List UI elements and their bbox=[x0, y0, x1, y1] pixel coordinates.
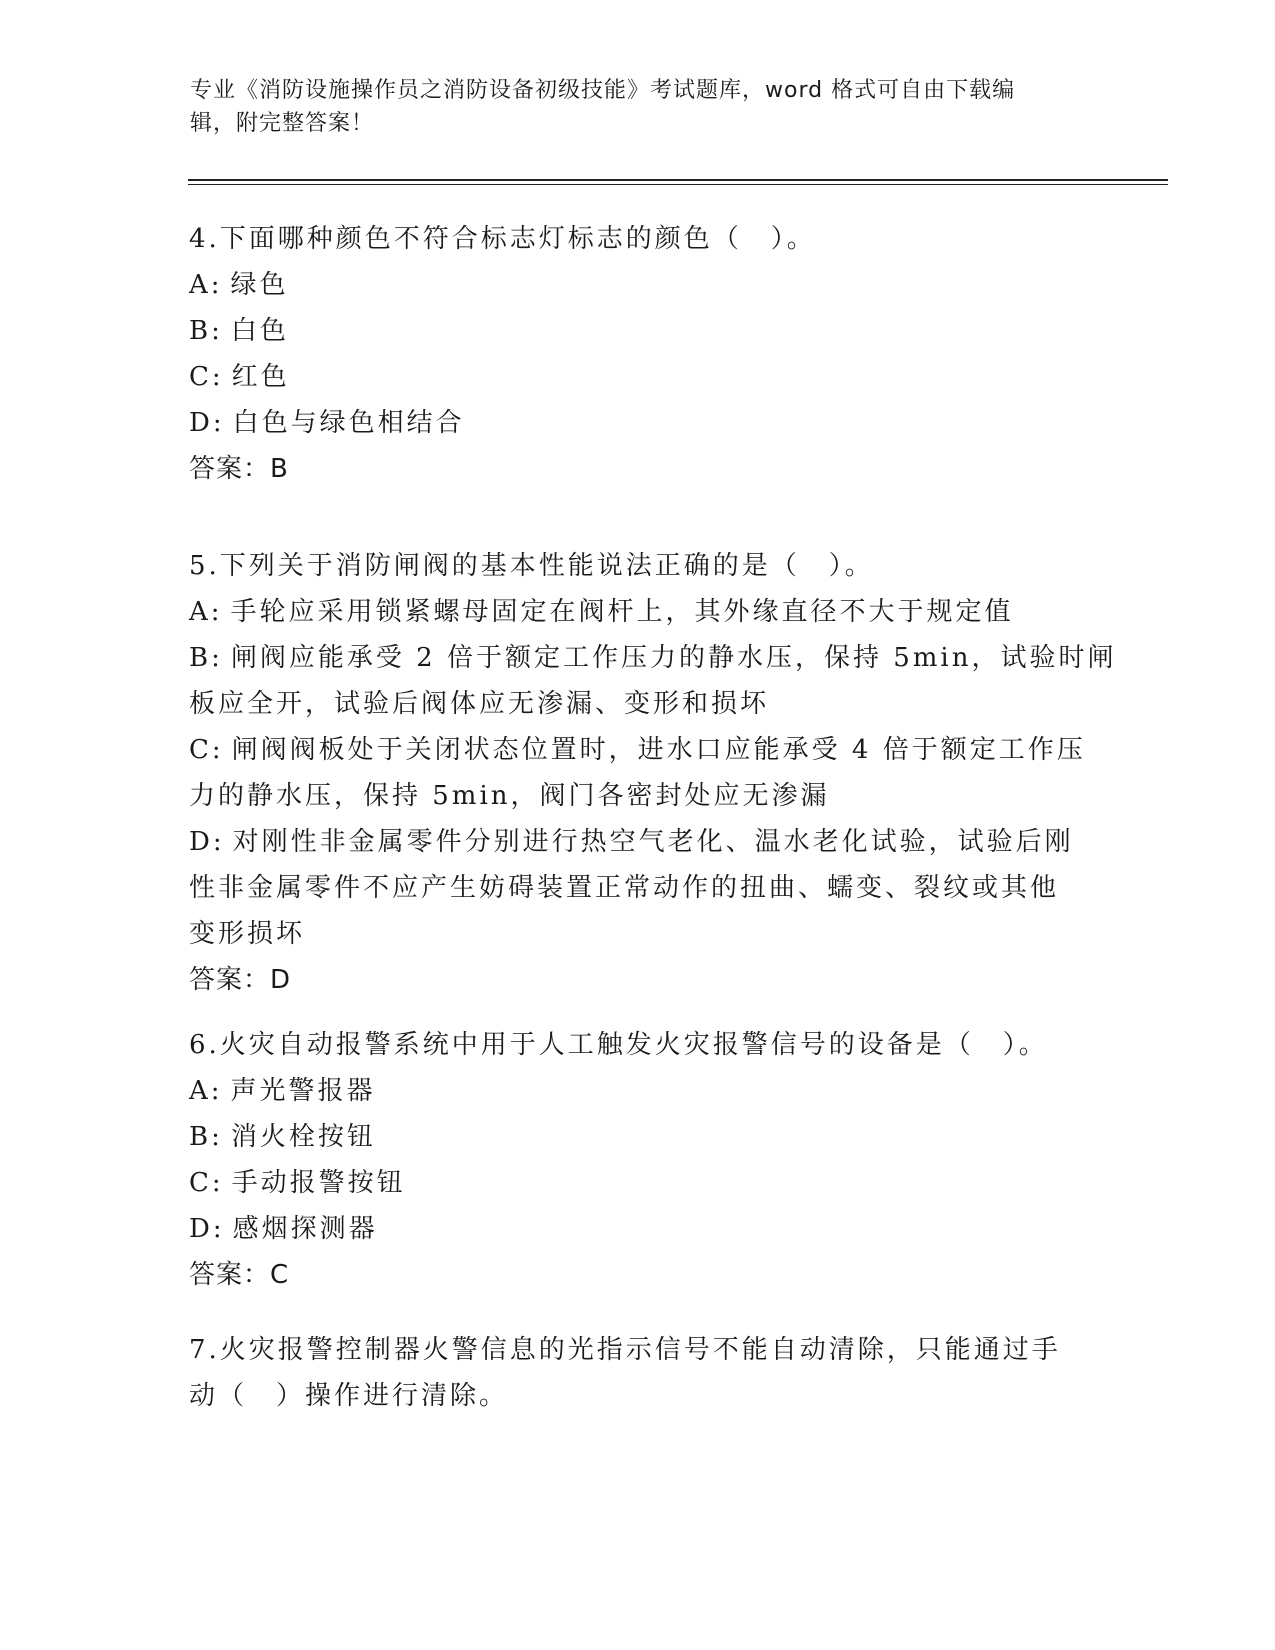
question-stem: 5.下列关于消防闸阀的基本性能说法正确的是（ ）。 bbox=[189, 551, 874, 581]
option-label: D: bbox=[189, 408, 225, 438]
option-label: D: bbox=[189, 1214, 225, 1244]
header-divider-thick bbox=[188, 179, 1168, 181]
option-d bbox=[189, 1206, 1089, 1252]
question-7 bbox=[189, 1327, 1089, 1419]
option-c bbox=[189, 1160, 1089, 1206]
option-text: 对刚性非金属零件分别进行热空气老化、温水老化试验，试验后刚 bbox=[232, 827, 1074, 857]
option-text-continued: 变形损坏 bbox=[189, 919, 306, 949]
header-line-1: 专业《消防设施操作员之消防设备初级技能》考试题库，word 格式可自由下载编 bbox=[190, 78, 1016, 103]
option-label: B: bbox=[189, 643, 223, 673]
question-stem: 6.火灾自动报警系统中用于人工触发火灾报警信号的设备是（ ）。 bbox=[189, 1030, 1048, 1060]
option-b bbox=[189, 308, 1089, 354]
option-text: 手动报警按钮 bbox=[231, 1168, 406, 1198]
option-label: C: bbox=[189, 1168, 224, 1198]
option-label: A: bbox=[189, 1076, 223, 1106]
option-text: 绿色 bbox=[230, 270, 289, 300]
option-text-continued: 性非金属零件不应产生妨碍装置正常动作的扭曲、蠕变、裂纹或其他 bbox=[189, 873, 1060, 903]
option-text: 手轮应采用锁紧螺母固定在阀杆上，其外缘直径不大于规定值 bbox=[230, 597, 1014, 627]
option-d bbox=[189, 819, 1089, 957]
question-5 bbox=[189, 543, 1117, 1003]
option-text: 白色 bbox=[230, 316, 289, 346]
option-text: 声光警报器 bbox=[230, 1076, 376, 1106]
option-label: B: bbox=[189, 1122, 223, 1152]
document-header bbox=[190, 74, 1090, 140]
option-text: 红色 bbox=[231, 362, 290, 392]
header-divider-thin bbox=[188, 184, 1168, 185]
option-a bbox=[189, 589, 1089, 635]
option-c bbox=[189, 354, 1089, 400]
option-label: C: bbox=[189, 362, 224, 392]
option-text-continued: 力的静水压，保持 5min，阀门各密封处应无渗漏 bbox=[189, 781, 830, 811]
option-label: C: bbox=[189, 735, 224, 765]
question-stem: 7.火灾报警控制器火警信息的光指示信号不能自动清除，只能通过手 bbox=[189, 1335, 1061, 1365]
option-text: 白色与绿色相结合 bbox=[232, 408, 465, 438]
option-a bbox=[189, 1068, 1089, 1114]
option-b bbox=[189, 1114, 1089, 1160]
option-a bbox=[189, 262, 1089, 308]
option-text: 闸阀阀板处于关闭状态位置时，进水口应能承受 4 倍于额定工作压 bbox=[231, 735, 1086, 765]
option-label: A: bbox=[189, 270, 223, 300]
question-stem: 4.下面哪种颜色不符合标志灯标志的颜色（ ）。 bbox=[189, 224, 816, 254]
option-c bbox=[189, 727, 1089, 819]
option-text: 感烟探测器 bbox=[232, 1214, 378, 1244]
option-text-continued: 板应全开，试验后阀体应无渗漏、变形和损坏 bbox=[189, 689, 770, 719]
answer-line: 答案：B bbox=[189, 454, 289, 484]
option-text: 闸阀应能承受 2 倍于额定工作压力的静水压，保持 5min，试验时闸 bbox=[230, 643, 1117, 673]
option-label: B: bbox=[189, 316, 223, 346]
question-stem-continued: 动（ ）操作进行清除。 bbox=[189, 1381, 509, 1411]
question-4 bbox=[189, 216, 1089, 492]
option-d bbox=[189, 400, 1089, 446]
header-line-2: 辑，附完整答案！ bbox=[190, 111, 375, 136]
option-text: 消火栓按钮 bbox=[230, 1122, 376, 1152]
option-label: A: bbox=[189, 597, 223, 627]
option-label: D: bbox=[189, 827, 225, 857]
option-b bbox=[189, 635, 1117, 727]
answer-line: 答案：D bbox=[189, 965, 292, 995]
answer-line: 答案：C bbox=[189, 1260, 290, 1290]
question-6 bbox=[189, 1022, 1089, 1298]
